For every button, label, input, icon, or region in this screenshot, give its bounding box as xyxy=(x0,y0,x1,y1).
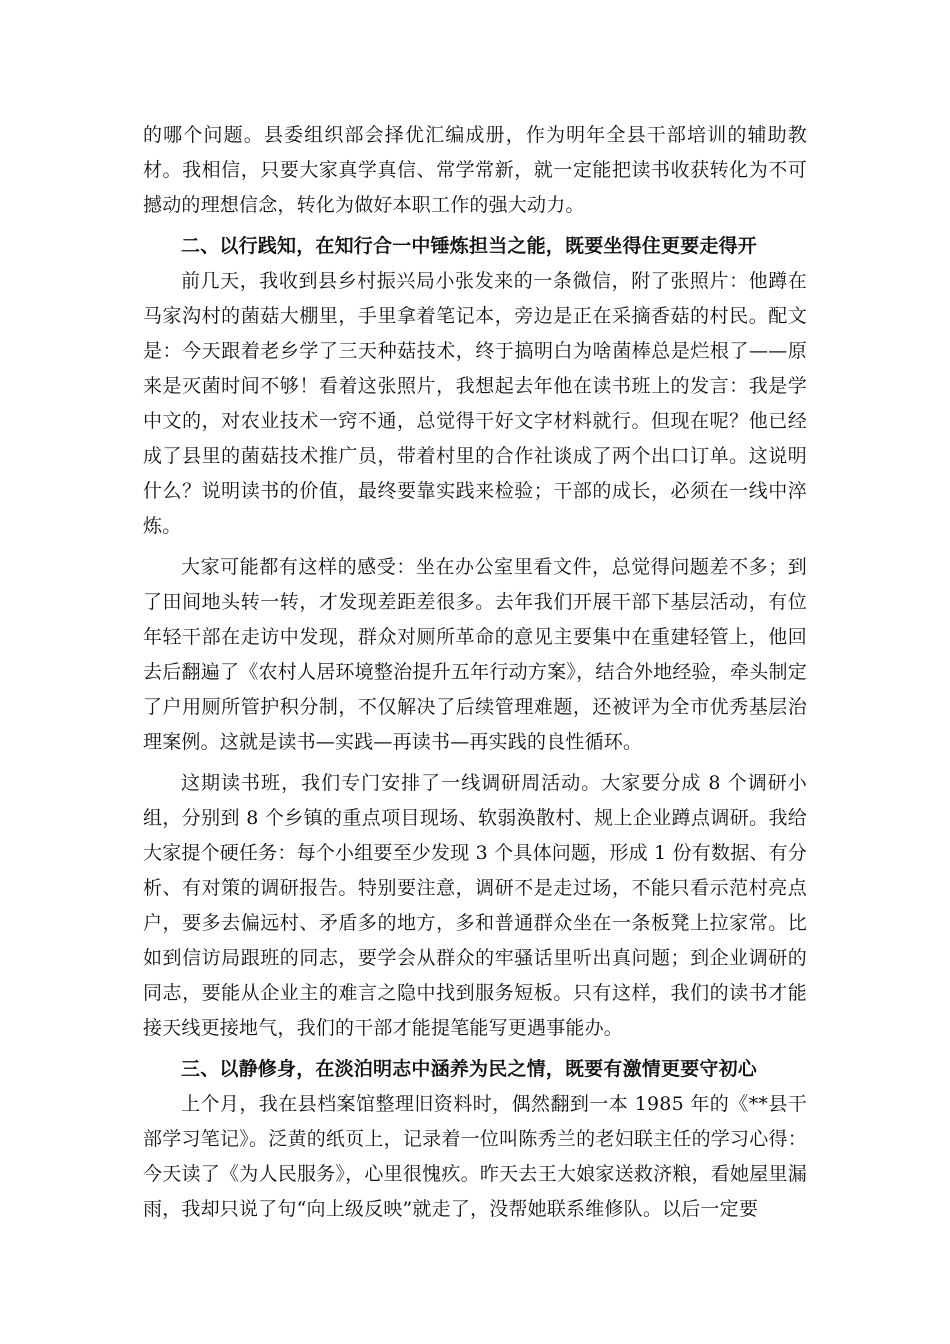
paragraph-intro-continuation: 的哪个问题。县委组织部会择优汇编成册，作为明年全县干部培训的辅助教材。我相信，只要大家真学真信、常学常新，就一定能把读书收获转化为不可撼动的理想信念，转化为做好本职工作的强大动力。 xyxy=(143,124,807,216)
paragraph-research-week: 这期读书班，我们专门安排了一线调研周活动。大家要分成 8 个调研小组，分别到 8 个乡镇的重点项目现场、软弱涣散村、规上企业蹲点调研。我给大家提个硬任务：每个小组要至少发现 3 个具体问题，形成 1 份有数据、有分析、有对策的调研报告。特别要注意，调研不是走过场，不能只看示范村亮点户，要多去偏远村、矛盾多的地方，多和普通群众坐在一条板凳上拉家常。比如到信访局跟班的同志，要学会从群众的牢骚话里听出真问题；到企业调研的同志，要能从企业主的难言之隐中找到服务短板。只有这样，我们的读书才能接天线更接地气，我们的干部才能提笔能写更遇事能办。 xyxy=(143,772,807,1039)
section-heading-two: 二、以行践知，在知行合一中锤炼担当之能，既要坐得住更要走得开 xyxy=(181,235,758,257)
paragraph-archive-story: 上个月，我在县档案馆整理旧资料时，偶然翻到一本 1985 年的《**县干部学习笔记》。泛黄的纸页上，记录着一位叫陈秀兰的老妇联主任的学习心得：今天读了《为人民服务》，心里很愧疚。昨天去王大娘家送救济粮，看她屋里漏雨，我却只说了句“向上级反映”就走了，没帮她联系维修队。以后一定要 xyxy=(143,1093,807,1220)
paragraph-wechat-story: 前几天，我收到县乡村振兴局小张发来的一条微信，附了张照片：他蹲在马家沟村的菌菇大棚里，手里拿着笔记本，旁边是正在采摘香菇的村民。配文是：今天跟着老乡学了三天种菇技术，终于搞明白为啥菌棒总是烂根了——原来是灭菌时间不够！看着这张照片，我想起去年他在读书班上的发言：我是学中文的，对农业技术一窍不通，总觉得干好文字材料就行。但现在呢？他已经成了县里的菌菇技术推广员，带着村里的合作社谈成了两个出口订单。这说明什么？说明读书的价值，最终要靠实践来检验；干部的成长，必须在一线中淬炼。 xyxy=(143,270,807,537)
document-body xyxy=(143,118,807,1227)
paragraph-field-experience: 大家可能都有这样的感受：坐在办公室里看文件，总觉得问题差不多；到了田间地头转一转，才发现差距差很多。去年我们开展干部下基层活动，有位年轻干部在走访中发现，群众对厕所革命的意见主要集中在重建轻管上，他回去后翻遍了《农村人居环境整治提升五年行动方案》，结合外地经验，牵头制定了户用厕所管护积分制，不仅解决了后续管理难题，还被评为全市优秀基层治理案例。这就是读书—实践—再读书—再实践的良性循环。 xyxy=(143,556,807,753)
section-heading-three: 三、以静修身，在淡泊明志中涵养为民之情，既要有激情更要守初心 xyxy=(181,1058,758,1080)
